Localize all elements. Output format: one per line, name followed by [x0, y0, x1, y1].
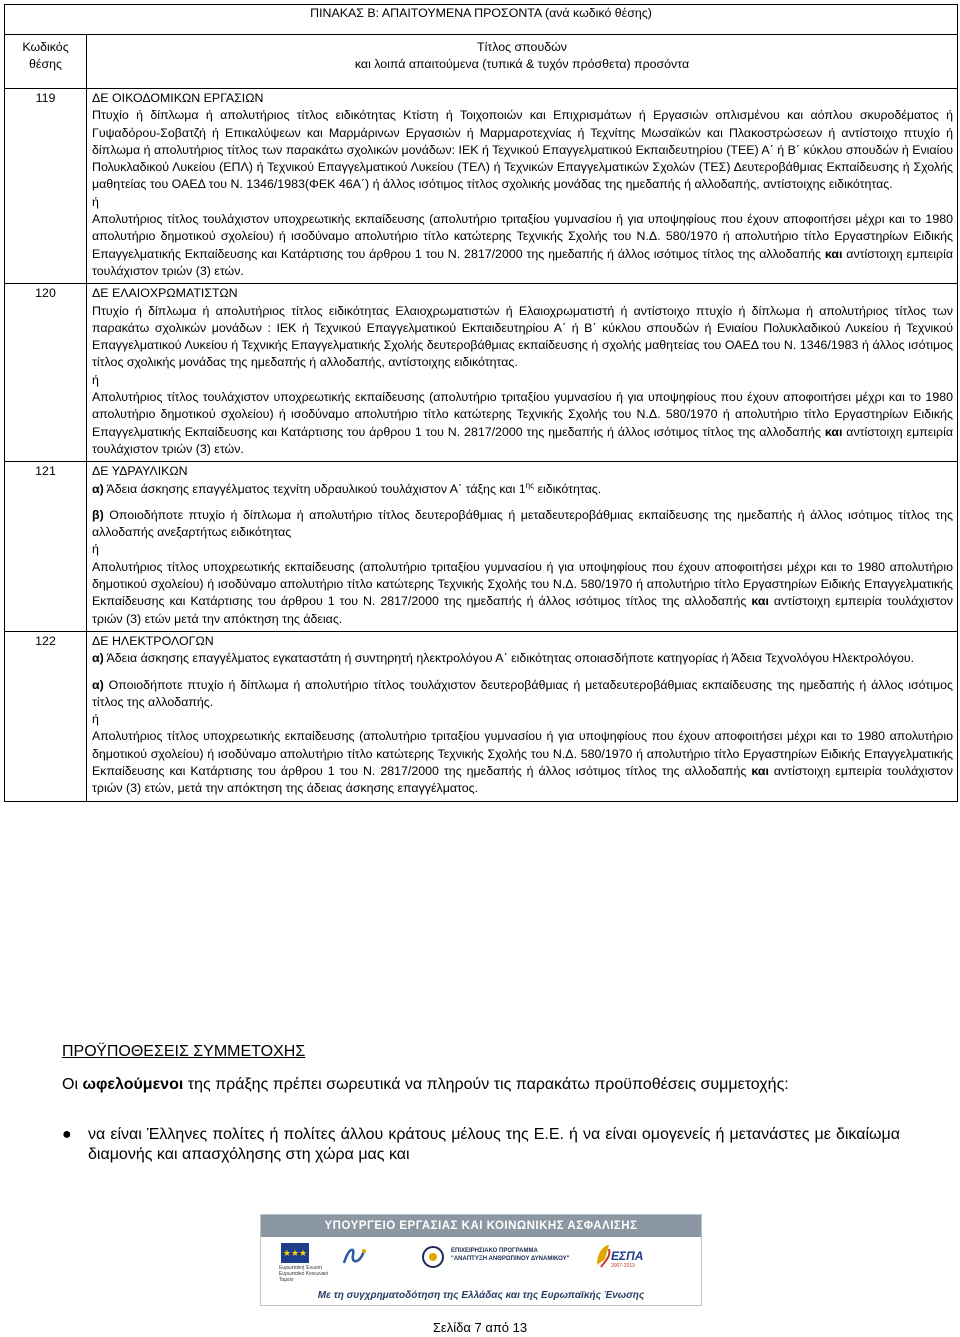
- requirements-table: [4, 4, 958, 802]
- operational-program-icon: [421, 1245, 445, 1269]
- table-row: [5, 284, 958, 462]
- qualification-text: Πτυχίο ή δίπλωμα ή απολυτήριος τίτλος ειδικότητας Ελαιοχρωματιστών ή Ελαιοχρωματιστή ή αντίστοιχο πτυχίο ή δίπλωμα ή απολυτήριος τίτλος των παρακάτω σχολικών μονάδων : ΙΕΚ ή Τεχνικού Επαγγελματικού Εκπαιδευτηρίου Α΄ ή Β΄ κύκλου σπουδών ή Ενιαίου Πολυκλαδικού Λυκείου ή Τεχνικού Επαγγελματικού Λυκείου ή Τεχνικής Επαγγελματικής Σχολής δευτεροβάθμιας εκπαίδευσης ή σχολής μαθητείας του ΟΑΕΔ του Ν. 1346/1983 ή άλλος ισότιμος τίτλος σχολικής μονάδας της ημεδαπής ή αλλοδαπής, αντίστοιχης ειδικότητας.: [92, 303, 953, 370]
- list-item: ● να είναι Έλληνες πολίτες ή πολίτες άλλου κράτους μέλους της Ε.Ε. ή να είναι ομογενείς ή μετανάστες με δικαίωμα διαμονής και απασχόλησης στη χώρα μας και: [62, 1126, 900, 1163]
- table-row: [5, 462, 958, 632]
- eu-flag-icon: ★★★: [281, 1243, 309, 1263]
- ministry-bar: ΥΠΟΥΡΓΕΙΟ ΕΡΓΑΣΙΑΣ ΚΑΙ ΚΟΙΝΩΝΙΚΗΣ ΑΣΦΑΛΙΣΗΣ: [261, 1215, 701, 1237]
- position-code: 119: [5, 89, 87, 284]
- alternative-qualification: Απολυτήριος τίτλος τουλάχιστον υποχρεωτικής εκπαίδευσης (απολυτήριο τριταξίου γυμνασίου ή για υποψηφίους που έχουν αποφοιτήσει μέχρι και το 1980 απολυτήριο δημοτικού σχολείου) ή ισοδύναμο απολυτήριο τίτλο κατώτερης Τεχνικής Σχολής του Ν.Δ. 580/1970 ή απολυτήριο τίτλο Εργαστηρίων Ειδικής Επαγγελματικής Εκπαίδευσης και Κατάρτισης του άρθρου 1 του Ν. 2817/2000 της ημεδαπής ή άλλος ισότιμος τίτλος της αλλοδαπής και αντίστοιχη εμπειρία τουλάχιστον τριών (3) ετών.: [92, 390, 953, 456]
- participation-requirements-title: ΠΡΟΫΠΟΘΕΣΕΙΣ ΣΥΜΜΕΤΟΧΗΣ: [62, 1043, 306, 1060]
- funding-banner: [260, 1214, 702, 1306]
- license-requirement: α) Άδεια άσκησης επαγγέλματος τεχνίτη υδραυλικού τουλάχιστον Α΄ τάξης και $1^{\eta\varsigma}$ ειδικότητας.: [92, 480, 602, 496]
- license-requirement: α) Άδεια άσκησης επαγγέλματος εγκαταστάτη ή συντηρητή ηλεκτρολόγου Α΄ ειδικότητας οποιασδήποτε κατηγορίας ή Άδεια Τεχνολόγου Ηλεκτρολόγου.: [92, 651, 915, 666]
- alternative-qualification: Απολυτήριος τίτλος υποχρεωτικής εκπαίδευσης (απολυτήριο τριταξίου γυμνασίου ή για υποψηφίους που έχουν αποφοιτήσει μέχρι και το 1980 απολυτήριο δημοτικού σχολείου) ή ισοδύναμο απολυτήριο τίτλο κατώτερης Τεχνικής Σχολής του Ν.Δ. 580/1970 ή απολυτήριο τίτλο Εργαστηρίων Ειδικής Επαγγελματικής Εκπαίδευσης και Κατάρτισης του άρθρου 1 του Ν. 2817/2000 της ημεδαπής ή άλλος ισότιμος τίτλος της αλλοδαπής και αντίστοιχη εμπειρία τουλάχιστον τριών (3) ετών μετά την απόκτηση της άδειας.: [92, 559, 953, 626]
- header-title: Τίτλος σπουδών και λοιπά απαιτούμενα (τυπικά & τυχόν πρόσθετα) προσόντα: [87, 35, 958, 89]
- or-separator: ή: [92, 712, 99, 727]
- page-number: Σελίδα 7 από 13: [432, 1320, 528, 1335]
- espa-label: ΕΣΠΑ: [611, 1249, 644, 1263]
- specialty-title: ΔΕ ΗΛΕΚΤΡΟΛΟΓΩΝ: [92, 633, 214, 648]
- operational-program-text: ΕΠΙΧΕΙΡΗΣΙΑΚΟ ΠΡΟΓΡΑΜΜΑ "ΑΝΑΠΤΥΞΗ ΑΝΘΡΩΠΙΝΟΥ ΔΥΝΑΜΙΚΟΥ": [451, 1248, 570, 1262]
- table-row: [5, 89, 958, 284]
- table-title: ΠΙΝΑΚΑΣ Β: ΑΠΑΙΤΟΥΜΕΝΑ ΠΡΟΣΟΝΤΑ (ανά κωδικό θέσης): [5, 5, 958, 35]
- table-row: [5, 631, 958, 801]
- or-separator: ή: [92, 194, 99, 209]
- qualifications-cell: [87, 284, 958, 462]
- bullet-icon: ●: [62, 1126, 72, 1143]
- espa-years: 2007-2013: [611, 1263, 635, 1269]
- requirements-list: [62, 1125, 900, 1165]
- participation-intro: Οι ωφελούμενοι της πράξης πρέπει σωρευτικά να πληρούν τις παρακάτω προϋποθέσεις συμμετοχής:: [62, 1076, 789, 1093]
- qualification-text: Πτυχίο ή δίπλωμα ή απολυτήριος τίτλος ειδικότητας Κτίστη ή Τοιχοποιών και Επιχρισμάτων ή Εργασιών οπλισμένου και αόπλου σκυροδέματος ή Γυψαδόρου-Σοβατζή ή Επικαλύψεων και Μαρμάρινων Εργασιών ή Μαρμαροτεχνίας ή Τεχνίτης Μωσαϊκών και Πλακοστρώσεων ή αντίστοιχο πτυχίο ή δίπλωμα ή απολυτήριος τίτλος των παρακάτω σχολικών μονάδων: ΙΕΚ ή Τεχνικού Επαγγελματικού Εκπαιδευτηρίου (ΤΕΕ) Α΄ ή Β΄ κύκλου σπουδών ή Ενιαίου Πολυκλαδικού Λυκείου (ΕΠΛ) ή Τεχνικού Επαγγελματικού Λυκείου (ΤΕΛ) ή Τεχνικών Επαγγελματικών Σχολών (ΤΕΣ) Δευτεροβάθμιας Εκπαίδευσης ή Σχολής μαθητείας του ΟΑΕΔ του Ν. 1346/1983(ΦΕΚ 46Α΄) ή άλλος ισότιμος τίτλος σχολικής μονάδας της ημεδαπής ή αλλοδαπής, αντίστοιχης ειδικότητας.: [92, 108, 953, 192]
- qualifications-cell: [87, 89, 958, 284]
- eu-caption: Ευρωπαϊκή Ένωση Ευρωπαϊκό Κοινωνικό Ταμείο: [279, 1265, 329, 1283]
- program-emblem-icon: [341, 1245, 367, 1267]
- header-code: Κωδικός θέσης: [5, 35, 87, 89]
- degree-requirement: β) Οποιοδήποτε πτυχίο ή δίπλωμα ή απολυτήριο τίτλος δευτεροβάθμιας ή μεταδευτεροβάθμιας εκπαίδευσης της ημεδαπής ή άλλος ισότιμος τίτλος της αλλοδαπής ανεξαρτήτως ειδικότητας: [92, 507, 953, 540]
- or-separator: ή: [92, 542, 99, 557]
- degree-requirement: α) Οποιοδήποτε πτυχίο ή δίπλωμα ή απολυτήριο τίτλος τουλάχιστον δευτεροβάθμιας ή μεταδευτεροβάθμιας εκπαίδευσης της ημεδαπής ή άλλος ισότιμος τίτλος της αλλοδαπής.: [92, 677, 953, 709]
- position-code: 122: [5, 631, 87, 801]
- position-code: 120: [5, 284, 87, 462]
- alternative-qualification: Απολυτήριος τίτλος υποχρεωτικής εκπαίδευσης (απολυτήριο τριταξίου γυμνασίου ή για υποψηφίους που έχουν αποφοιτήσει μέχρι και το 1980 απολυτήριο δημοτικού σχολείου) ή ισοδύναμο απολυτήριο τίτλο κατώτερης Τεχνικής Σχολής του Ν.Δ. 580/1970 ή απολυτήριο τίτλο Εργαστηρίων Ειδικής Επαγγελματικής Εκπαίδευσης και Κατάρτισης του άρθρου 1 του Ν. 2817/2000 της ημεδαπής ή άλλος ισότιμος τίτλος της αλλοδαπής και αντίστοιχη εμπειρία τουλάχιστον τριών (3) ετών, μετά την απόκτηση της άδειας άσκησης επαγγέλματος.: [92, 729, 953, 796]
- cofunding-slogan: Με τη συγχρηματοδότηση της Ελλάδας και της Ευρωπαϊκής Ένωσης: [317, 1290, 645, 1301]
- or-separator: ή: [92, 372, 99, 387]
- alternative-qualification: Απολυτήριος τίτλος τουλάχιστον υποχρεωτικής εκπαίδευσης (απολυτήριο τριταξίου γυμνασίου ή για υποψηφίους που έχουν αποφοιτήσει μέχρι και το 1980 απολυτήριο δημοτικού σχολείου) ή ισοδύναμο απολυτήριο τίτλο κατώτερης Τεχνικής Σχολής του Ν.Δ. 580/1970 ή απολυτήριο τίτλο Εργαστηρίων Ειδικής Επαγγελματικής Εκπαίδευσης και Κατάρτισης του άρθρου 1 του Ν. 2817/2000 της ημεδαπής ή άλλος ισότιμος τίτλος της αλλοδαπής και αντίστοιχη εμπειρία τουλάχιστον τριών (3) ετών.: [92, 212, 953, 278]
- position-code: 121: [5, 462, 87, 632]
- specialty-title: ΔΕ ΕΛΑΙΟΧΡΩΜΑΤΙΣΤΩΝ: [92, 286, 238, 301]
- specialty-title: ΔΕ ΟΙΚΟΔΟΜΙΚΩΝ ΕΡΓΑΣΙΩΝ: [92, 91, 264, 105]
- specialty-title: ΔΕ ΥΔΡΑΥΛΙΚΩΝ: [92, 464, 188, 479]
- qualifications-cell: [87, 631, 958, 801]
- qualifications-cell: [87, 462, 958, 632]
